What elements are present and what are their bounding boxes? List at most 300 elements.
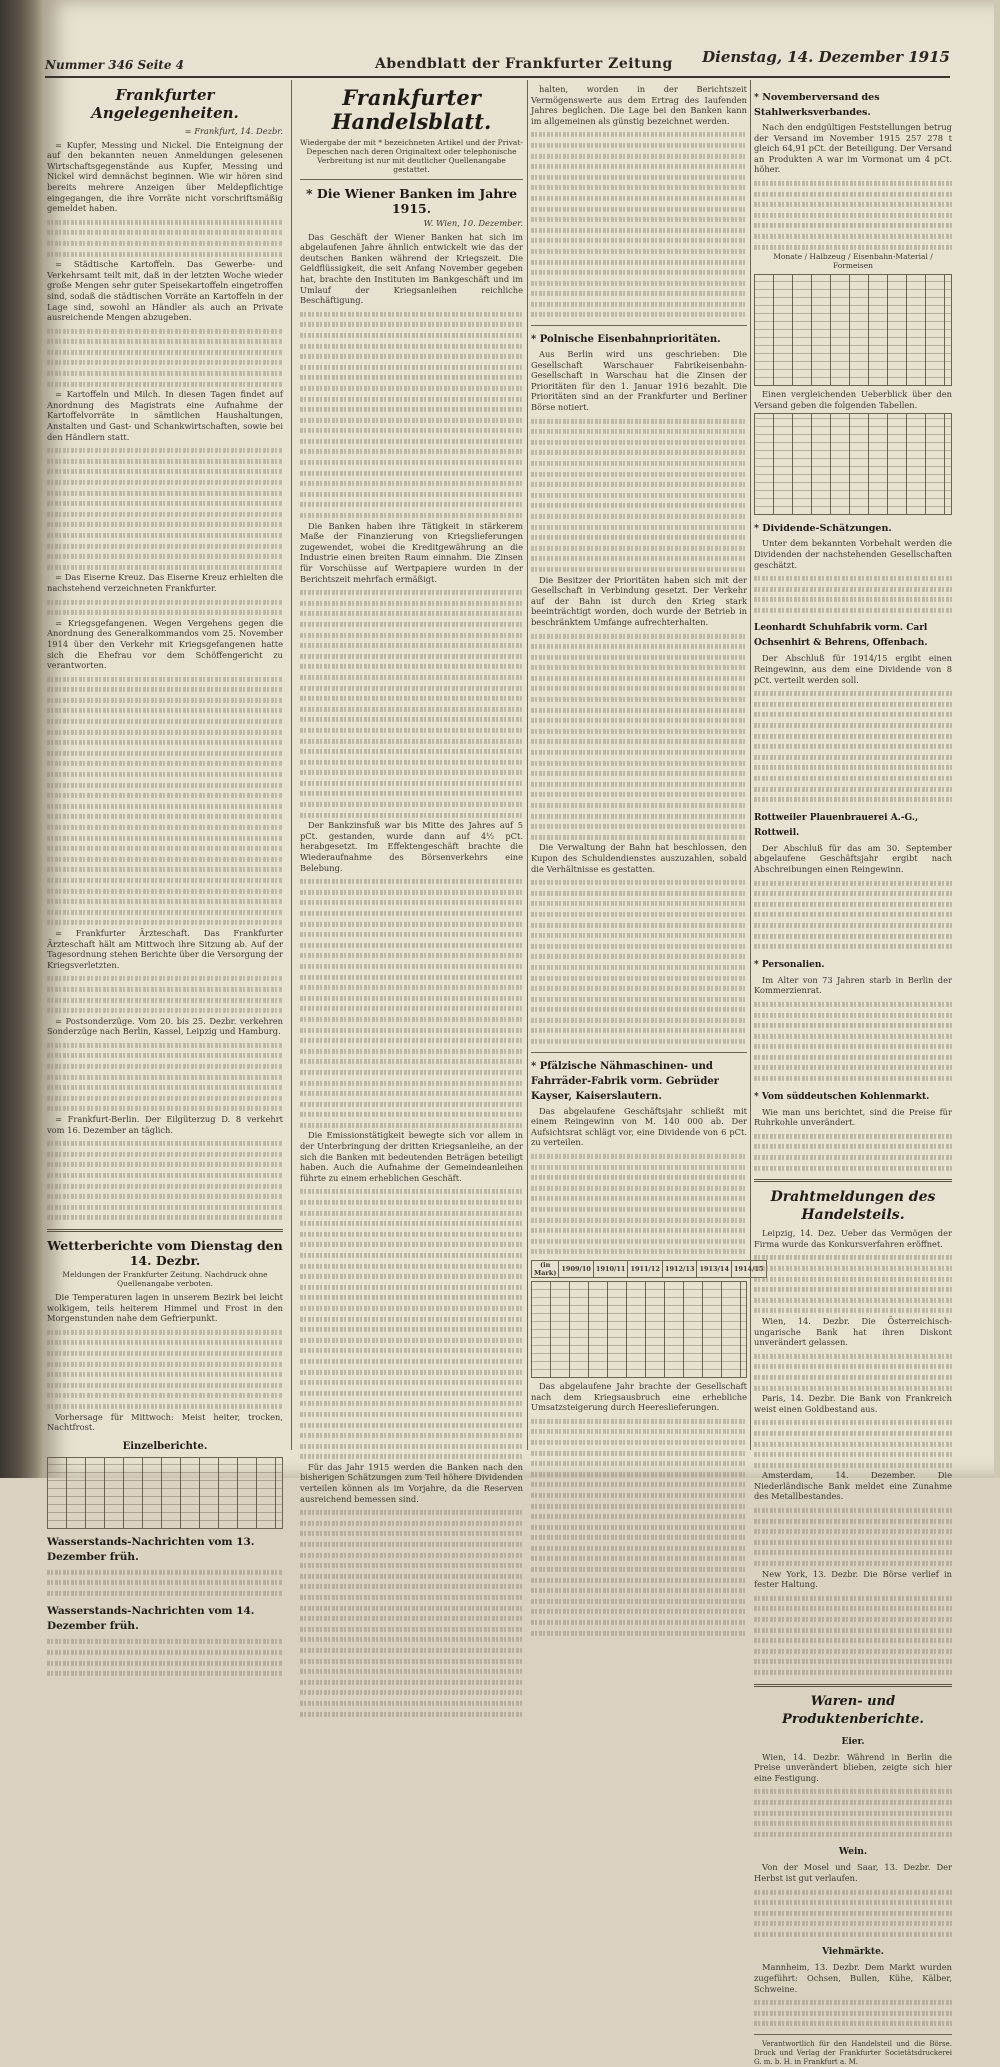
- table-header: 1912/13: [662, 1260, 697, 1277]
- article-paragraph: Der Abschluß für 1914/15 ergibt einen Reingewinn, aus dem eine Dividende von 8 pCt. verteilt werden soll.: [754, 653, 952, 685]
- text-line: [300, 1444, 523, 1449]
- article-title: Rottweiler Plauenbrauerei A.-G., Rottweil.: [754, 812, 919, 838]
- text-line: [300, 396, 523, 401]
- text-line: [531, 665, 747, 670]
- text-line: [531, 986, 747, 991]
- text-line: [754, 744, 952, 749]
- text-line: [754, 2021, 952, 2026]
- text-line: [300, 418, 523, 423]
- text-line: [531, 429, 747, 434]
- text-line: [300, 1027, 523, 1032]
- text-line: [754, 2011, 952, 2016]
- text-line: [531, 143, 747, 148]
- text-line: [300, 879, 523, 884]
- text-line: [531, 922, 747, 927]
- text-line: [754, 1800, 952, 1805]
- text-line: [47, 533, 283, 538]
- text-line: [531, 291, 747, 296]
- text-line: [531, 708, 747, 713]
- text-line: [754, 1900, 952, 1905]
- text-line: [300, 632, 523, 637]
- text-line: [47, 825, 283, 830]
- text-line: [300, 1563, 523, 1568]
- text-line: [300, 590, 523, 595]
- text-line: [47, 1085, 283, 1090]
- text-line: [47, 543, 283, 548]
- section-title: Waren- und Produktenberichte.: [782, 1693, 924, 1727]
- text-line: [300, 802, 523, 807]
- text-line: [47, 751, 283, 756]
- text-line: [300, 1542, 523, 1547]
- text-line: [531, 824, 747, 829]
- text-line: [47, 251, 283, 256]
- text-line: [47, 1361, 283, 1366]
- text-line: [47, 501, 283, 506]
- article-title: * Dividende-Schätzungen.: [754, 523, 892, 535]
- article-paragraph: Die Verwaltung der Bahn hat beschlossen, den Kupon des Schuldendienstes auszuzahlen, sobald die Verhältnisse es gestatten.: [531, 842, 747, 874]
- text-line: [47, 1340, 283, 1345]
- text-line: [300, 1595, 523, 1600]
- weather-table: [47, 1457, 283, 1529]
- dateline: = Frankfurt, 14. Dezbr.: [184, 126, 283, 136]
- article-title: * Personalien.: [754, 959, 825, 970]
- article-paragraph: halten, worden in der Berichtszeit Vermögenswerte aus dem Ertrag des Iaufenden Jahres beglichen. Die Lage bei den Banken kann im allgemeinen als günstig bezeichnet werden.: [531, 84, 747, 126]
- text-line: [754, 213, 952, 218]
- text-line: [300, 781, 523, 786]
- text-line: [754, 1441, 952, 1446]
- text-line: [754, 1076, 952, 1081]
- text-line: [531, 461, 747, 466]
- text-line: [47, 1152, 283, 1157]
- text-line: [47, 677, 283, 682]
- text-line: [754, 702, 952, 707]
- text-line: [47, 339, 283, 344]
- text-line: [754, 1810, 952, 1815]
- text-line: [300, 365, 523, 370]
- text-line: [531, 697, 747, 702]
- text-line: [300, 1059, 523, 1064]
- steel-table-2: [754, 413, 952, 515]
- text-line: [754, 712, 952, 717]
- weather-paragraph: Die Temperaturen lagen in unserem Bezirk bei leicht wolkigem, teils heiterem Himmel und Frost in den Morgenstunden nahe dem Gefrierpunkt.: [47, 1291, 283, 1324]
- text-line: [300, 322, 523, 327]
- text-line: [47, 1591, 283, 1596]
- text-line: [300, 1359, 523, 1364]
- text-line: [300, 1553, 523, 1558]
- text-line: [531, 644, 747, 649]
- text-line: [531, 933, 747, 938]
- text-line: [531, 771, 747, 776]
- text-line: [47, 1205, 283, 1210]
- text-line: [47, 1639, 283, 1644]
- text-line: [531, 891, 747, 896]
- text-line: [531, 514, 747, 519]
- text-line: [531, 472, 747, 477]
- text-line: [300, 685, 523, 690]
- article-title: * Pfälzische Nähmaschinen- und Fahrräder-Fabrik vorm. Gebrüder Kayser, Kaiserslautern.: [531, 1060, 719, 1102]
- text-line: [300, 611, 523, 616]
- text-line: [300, 312, 523, 317]
- text-line: [531, 132, 747, 137]
- text-line: [47, 554, 283, 559]
- text-line: [531, 655, 747, 660]
- text-line: [300, 1606, 523, 1611]
- text-line: [531, 1154, 747, 1159]
- text-line: [300, 760, 523, 765]
- text-line: [754, 1354, 952, 1359]
- text-line: [47, 459, 283, 464]
- text-line: [300, 911, 523, 916]
- text-line: [754, 1628, 952, 1633]
- text-line: [300, 664, 523, 669]
- text-line: [531, 217, 747, 222]
- text-line: [300, 1080, 523, 1085]
- text-line: [47, 1173, 283, 1178]
- text-line: [300, 1531, 523, 1536]
- article-paragraph: Das abgelaufene Geschäftsjahr schließt mit einem Reingewinn von M. 140 000 ab. Der Aufsichtsrat schlägt vor, eine Dividende von 6 pCt. zu verteilen.: [531, 1105, 747, 1148]
- text-line: [531, 1556, 747, 1561]
- text-line: [531, 302, 747, 307]
- text-line: [531, 259, 747, 264]
- issue-number: Nummer 346 Seite 4: [45, 58, 185, 72]
- text-line: [754, 587, 952, 592]
- text-line: [531, 1419, 747, 1424]
- text-line: [47, 698, 283, 703]
- text-line: [47, 1096, 283, 1101]
- text-line: [531, 228, 747, 233]
- text-line: [300, 1680, 523, 1685]
- text-line: [754, 1529, 952, 1534]
- text-line: [47, 857, 283, 862]
- article-paragraph: Die Emissionstätigkeit bewegte sich vor allem in der Unterbringung der dritten Kriegsanleihe, an der sich die Banken mit bedeutenden Beträgen beteiligt haben. Auch die Aufnahme der Gemeindeanleihen führte zu einem erheblichen Geschäft.: [300, 1130, 523, 1183]
- column-rule: [291, 80, 292, 1450]
- financial-table-body: [531, 1281, 747, 1378]
- text-line: [754, 1012, 952, 1017]
- article-paragraph: Wien, 14. Dezbr. Während in Berlin die Preise unverändert blieben, zeigte sich hier eine Festigung.: [754, 1751, 952, 1783]
- text-line: [531, 524, 747, 529]
- text-line: [47, 371, 283, 376]
- article-paragraph: = Kriegsgefangenen. Wegen Vergehens gegen die Anordnung des Generalkommandos vom 25. November 1914 über den Verkehr mit Kriegsgefangenen hatte sich die Ehefrau vor dem Schöffengericht zu verantworten.: [47, 617, 283, 671]
- text-line: [754, 1670, 952, 1675]
- text-line: [531, 535, 747, 540]
- column-business: [300, 84, 523, 1504]
- weather-table-title: Einzelberichte.: [122, 1440, 208, 1452]
- text-line: [47, 1075, 283, 1080]
- text-line: [754, 202, 952, 207]
- text-line: [754, 1308, 952, 1313]
- text-line: [47, 976, 283, 981]
- text-line: [300, 1369, 523, 1374]
- text-line: [300, 1616, 523, 1621]
- text-line: [300, 343, 523, 348]
- text-line: [47, 1043, 283, 1048]
- text-line: [531, 1239, 747, 1244]
- text-line: [300, 1637, 523, 1642]
- article-paragraph: Der Abschluß für das am 30. September abgelaufene Geschäftsjahr ergibt nach Abschreibungen einen Reingewinn.: [754, 842, 952, 874]
- text-line: [531, 1196, 747, 1201]
- text-line: [754, 1034, 952, 1039]
- text-line: [47, 814, 283, 819]
- text-line: [531, 761, 747, 766]
- text-line: [300, 1102, 523, 1107]
- text-line: [531, 1472, 747, 1477]
- text-line: [531, 1567, 747, 1572]
- text-line: [47, 512, 283, 517]
- text-line: [531, 164, 747, 169]
- text-line: [47, 610, 283, 615]
- article-title: Eier.: [841, 1736, 865, 1747]
- text-line: [300, 717, 523, 722]
- text-line: [300, 1306, 523, 1311]
- text-line: [47, 1215, 283, 1220]
- article-title: * Novemberversand des Stahlwerksverbandes.: [754, 92, 880, 118]
- text-line: [531, 1450, 747, 1455]
- text-line: [300, 654, 523, 659]
- text-line: [531, 803, 747, 808]
- text-line: [754, 1166, 952, 1171]
- text-line: [300, 922, 523, 927]
- text-line: [531, 1039, 747, 1044]
- text-line: [47, 878, 283, 883]
- text-line: [754, 1519, 952, 1524]
- table-header: 1910/11: [593, 1260, 628, 1277]
- text-line: [47, 708, 283, 713]
- text-line: [300, 643, 523, 648]
- text-line: [754, 1420, 952, 1425]
- text-line: [300, 460, 523, 465]
- text-line: [47, 719, 283, 724]
- text-line: [300, 1380, 523, 1385]
- text-line: [531, 1578, 747, 1583]
- text-line: [531, 1525, 747, 1530]
- text-line: [300, 932, 523, 937]
- text-line: [754, 1065, 952, 1070]
- text-line: [47, 987, 283, 992]
- text-line: [47, 448, 283, 453]
- column-business-2: [531, 84, 764, 1449]
- text-line: [754, 1385, 952, 1390]
- text-line: [531, 880, 747, 885]
- text-line: [531, 556, 747, 561]
- text-line: [300, 707, 523, 712]
- text-line: [300, 1521, 523, 1526]
- text-line: [47, 469, 283, 474]
- text-line: [300, 1017, 523, 1022]
- text-line: [47, 382, 283, 387]
- column-rule: [750, 80, 751, 1450]
- text-line: [531, 633, 747, 638]
- text-line: [531, 175, 747, 180]
- text-line: [300, 953, 523, 958]
- text-line: [47, 350, 283, 355]
- text-line: [531, 686, 747, 691]
- page-header: [45, 48, 950, 78]
- text-line: [754, 891, 952, 896]
- text-line: [300, 696, 523, 701]
- text-line: [531, 997, 747, 1002]
- text-line: [754, 1659, 952, 1664]
- text-line: [300, 675, 523, 680]
- text-line: [47, 1372, 283, 1377]
- article-paragraph: = Das Eiserne Kreuz. Das Eiserne Kreuz erhielten die nachstehend verzeichneten Frankfurter.: [47, 572, 283, 593]
- text-line: [531, 1609, 747, 1614]
- water-level-heading: Wasserstands-Nachrichten vom 13. Dezember früh.: [47, 1535, 255, 1563]
- text-line: [754, 244, 952, 249]
- text-line: [531, 1493, 747, 1498]
- text-line: [754, 1431, 952, 1436]
- text-line: [754, 1255, 952, 1260]
- text-line: [754, 191, 952, 196]
- text-line: [47, 1008, 283, 1013]
- text-line: [531, 196, 747, 201]
- text-line: [47, 888, 283, 893]
- text-line: [300, 375, 523, 380]
- text-line: [754, 923, 952, 928]
- article-paragraph: Für das Jahr 1915 werden die Banken nach den bisherigen Schätzungen zum Teil höhere Dividenden verteilen können als im Vorjahre, da die Reserven ausreichend bemessen sind.: [300, 1461, 523, 1504]
- text-line: [47, 740, 283, 745]
- text-line: [300, 1584, 523, 1589]
- text-line: [531, 1175, 747, 1180]
- text-line: [531, 450, 747, 455]
- text-line: [300, 974, 523, 979]
- text-line: [300, 1211, 523, 1216]
- article-paragraph: = Kartoffeln und Milch. In diesen Tagen findet auf Anordnung des Magistrats eine Aufnahme der Kartoffelvorräte in sämtlichen Haushaltungen, Anstalten und Gast- und Schankwirtschaften, sowie bei den Händlern statt.: [47, 389, 283, 442]
- text-line: [531, 1546, 747, 1551]
- text-line: [754, 608, 952, 613]
- section-title: Frankfurter Handelsblatt.: [331, 85, 492, 134]
- issue-date: Dienstag, 14. Dezember 1915: [702, 48, 950, 66]
- text-line: [531, 965, 747, 970]
- text-line: [531, 944, 747, 949]
- text-line: [531, 975, 747, 980]
- water-level-heading: Wasserstands-Nachrichten vom 14. Dezember früh.: [47, 1605, 255, 1633]
- text-line: [531, 835, 747, 840]
- text-line: [47, 687, 283, 692]
- text-line: [300, 622, 523, 627]
- text-line: [47, 491, 283, 496]
- text-line: [47, 1106, 283, 1111]
- column-local-news: [47, 84, 283, 1633]
- article-paragraph: = Frankfurt-Berlin. Der Eilgüterzug D. 8 verkehrt vom 16. Dezember an täglich.: [47, 1114, 283, 1135]
- text-line: [531, 238, 747, 243]
- text-line: [754, 1889, 952, 1894]
- text-line: [300, 1574, 523, 1579]
- text-line: [300, 1338, 523, 1343]
- table-header: 1914/15: [731, 1260, 766, 1277]
- text-line: [300, 1123, 523, 1128]
- text-line: [300, 1327, 523, 1332]
- text-line: [531, 782, 747, 787]
- text-line: [531, 1249, 747, 1254]
- text-line: [300, 1242, 523, 1247]
- weather-forecast: Vorhersage für Mittwoch: Meist heiter, trocken, Nachtfrost.: [47, 1411, 283, 1433]
- dateline: W. Wien, 10. Dezember.: [423, 218, 523, 228]
- text-line: [754, 576, 952, 581]
- text-line: [754, 1911, 952, 1916]
- text-line: [300, 964, 523, 969]
- text-line: [531, 718, 747, 723]
- text-line: [531, 792, 747, 797]
- article-paragraph: Das abgelaufene Jahr brachte der Gesellschaft nach dem Kriegsausbruch eine erhebliche Umsatzsteigerung durch Heereslieferungen.: [531, 1380, 747, 1413]
- text-line: [754, 1463, 952, 1468]
- article-paragraph: = Frankfurter Ärzteschaft. Das Frankfurter Ärzteschaft hält am Mittwoch ihre Sitzung ab. Auf der Tagesordnung stehen Berichte über die Versorgung der Kriegsverletzten.: [47, 927, 283, 970]
- text-line: [47, 1141, 283, 1146]
- text-line: [531, 270, 747, 275]
- text-line: [47, 910, 283, 915]
- text-line: [754, 234, 952, 239]
- text-line: [754, 734, 952, 739]
- text-line: [754, 691, 952, 696]
- text-line: [47, 1393, 283, 1398]
- text-line: [300, 601, 523, 606]
- text-line: [531, 546, 747, 551]
- text-line: [300, 985, 523, 990]
- masthead: Abendblatt der Frankfurter Zeitung: [375, 56, 673, 72]
- article-paragraph: = Postsonderzüge. Vom 20. bis 25. Dezbr. verkehren Sonderzüge nach Berlin, Kassel, Leipzig und Hamburg.: [47, 1015, 283, 1037]
- text-line: [754, 1649, 952, 1654]
- text-line: [300, 1295, 523, 1300]
- imprint: Verantwortlich für den Handelsteil und die Börse. Druck und Verlag der Frankfurter Societätsdruckerei G. m. b. H. in Frankfurt a. M.: [754, 2040, 952, 2067]
- text-line: [300, 1316, 523, 1321]
- text-line: [300, 1006, 523, 1011]
- article-paragraph: Von der Mosel und Saar, 13. Dezbr. Der Herbst ist gut verlaufen.: [754, 1862, 952, 1883]
- article-paragraph: Nach den endgültigen Feststellungen betrug der Versand im November 1915 257 278 t gleich 64,91 pCt. der Beteiligung. Der Versand an Produkten A war im Vormonat um 4 pCt. höher.: [754, 122, 952, 175]
- text-line: [47, 1162, 283, 1167]
- telegram-paragraph: Paris, 14. Dezbr. Die Bank von Frankreich weist einen Goldbestand aus.: [754, 1393, 952, 1414]
- text-line: [300, 428, 523, 433]
- text-line: [300, 1189, 523, 1194]
- text-line: [300, 1510, 523, 1515]
- text-line: [754, 597, 952, 602]
- article-paragraph: Aus Berlin wird uns geschrieben: Die Gesellschaft Warschauer Fabrikeisenbahn-Gesellschaft in Warschau hat die Zinsen der Prioritäten für den 1. Januar 1916 bezahlt. Die Prioritäten sind an der Frankfurter und Berliner Börse notiert.: [531, 349, 747, 413]
- text-line: [531, 312, 747, 317]
- text-line: [531, 729, 747, 734]
- text-line: [300, 1049, 523, 1054]
- text-line: [754, 1789, 952, 1794]
- column-rule: [527, 80, 528, 1450]
- text-line: [300, 890, 523, 895]
- text-line: [754, 1617, 952, 1622]
- article-paragraph: Die Banken haben ihre Tätigkeit in stärkerem Maße der Finanzierung von Kriegslieferungen zugewendet, wobei die Kreditgewährung an die Industrie einen breiten Raum einnahm. Die Zinsen für Vorschüsse auf Wertpapiere wurden in der Berichtszeit mehrfach ermäßigt.: [300, 520, 523, 584]
- text-line: [300, 492, 523, 497]
- section-title: Drahtmeldungen des Handelsteils.: [770, 1189, 936, 1224]
- text-line: [531, 1165, 747, 1170]
- text-line: [754, 1298, 952, 1303]
- telegram-paragraph: New York, 13. Dezbr. Die Börse verlief in fester Haltung.: [754, 1568, 952, 1590]
- text-line: [300, 471, 523, 476]
- text-line: [300, 749, 523, 754]
- text-line: [531, 153, 747, 158]
- text-line: [754, 787, 952, 792]
- text-line: [47, 1351, 283, 1356]
- text-line: [300, 1200, 523, 1205]
- article-paragraph: Die Besitzer der Prioritäten haben sich mit der Gesellschaft in Verbindung gesetzt. Der Verkehr auf der Bahn ist durch den Krieg stark beeinträchtigt worden, doch wurde der Betrieb in beschränktem Umfange aufrechterhalten.: [531, 574, 747, 627]
- text-line: [754, 912, 952, 917]
- article-title: * Die Wiener Banken im Jahre 1915.: [305, 186, 518, 216]
- text-line: [754, 1002, 952, 1007]
- text-line: [47, 804, 283, 809]
- text-line: [531, 419, 747, 424]
- text-line: [754, 1932, 952, 1937]
- text-line: [531, 901, 747, 906]
- text-line: [300, 1433, 523, 1438]
- table-header: 1911/12: [628, 1260, 663, 1277]
- text-line: [754, 1287, 952, 1292]
- article-paragraph: Im Alter von 73 Jahren starb in Berlin der Kommerzienrat.: [754, 974, 952, 996]
- text-line: [47, 1661, 283, 1666]
- text-line: [531, 739, 747, 744]
- text-line: [47, 836, 283, 841]
